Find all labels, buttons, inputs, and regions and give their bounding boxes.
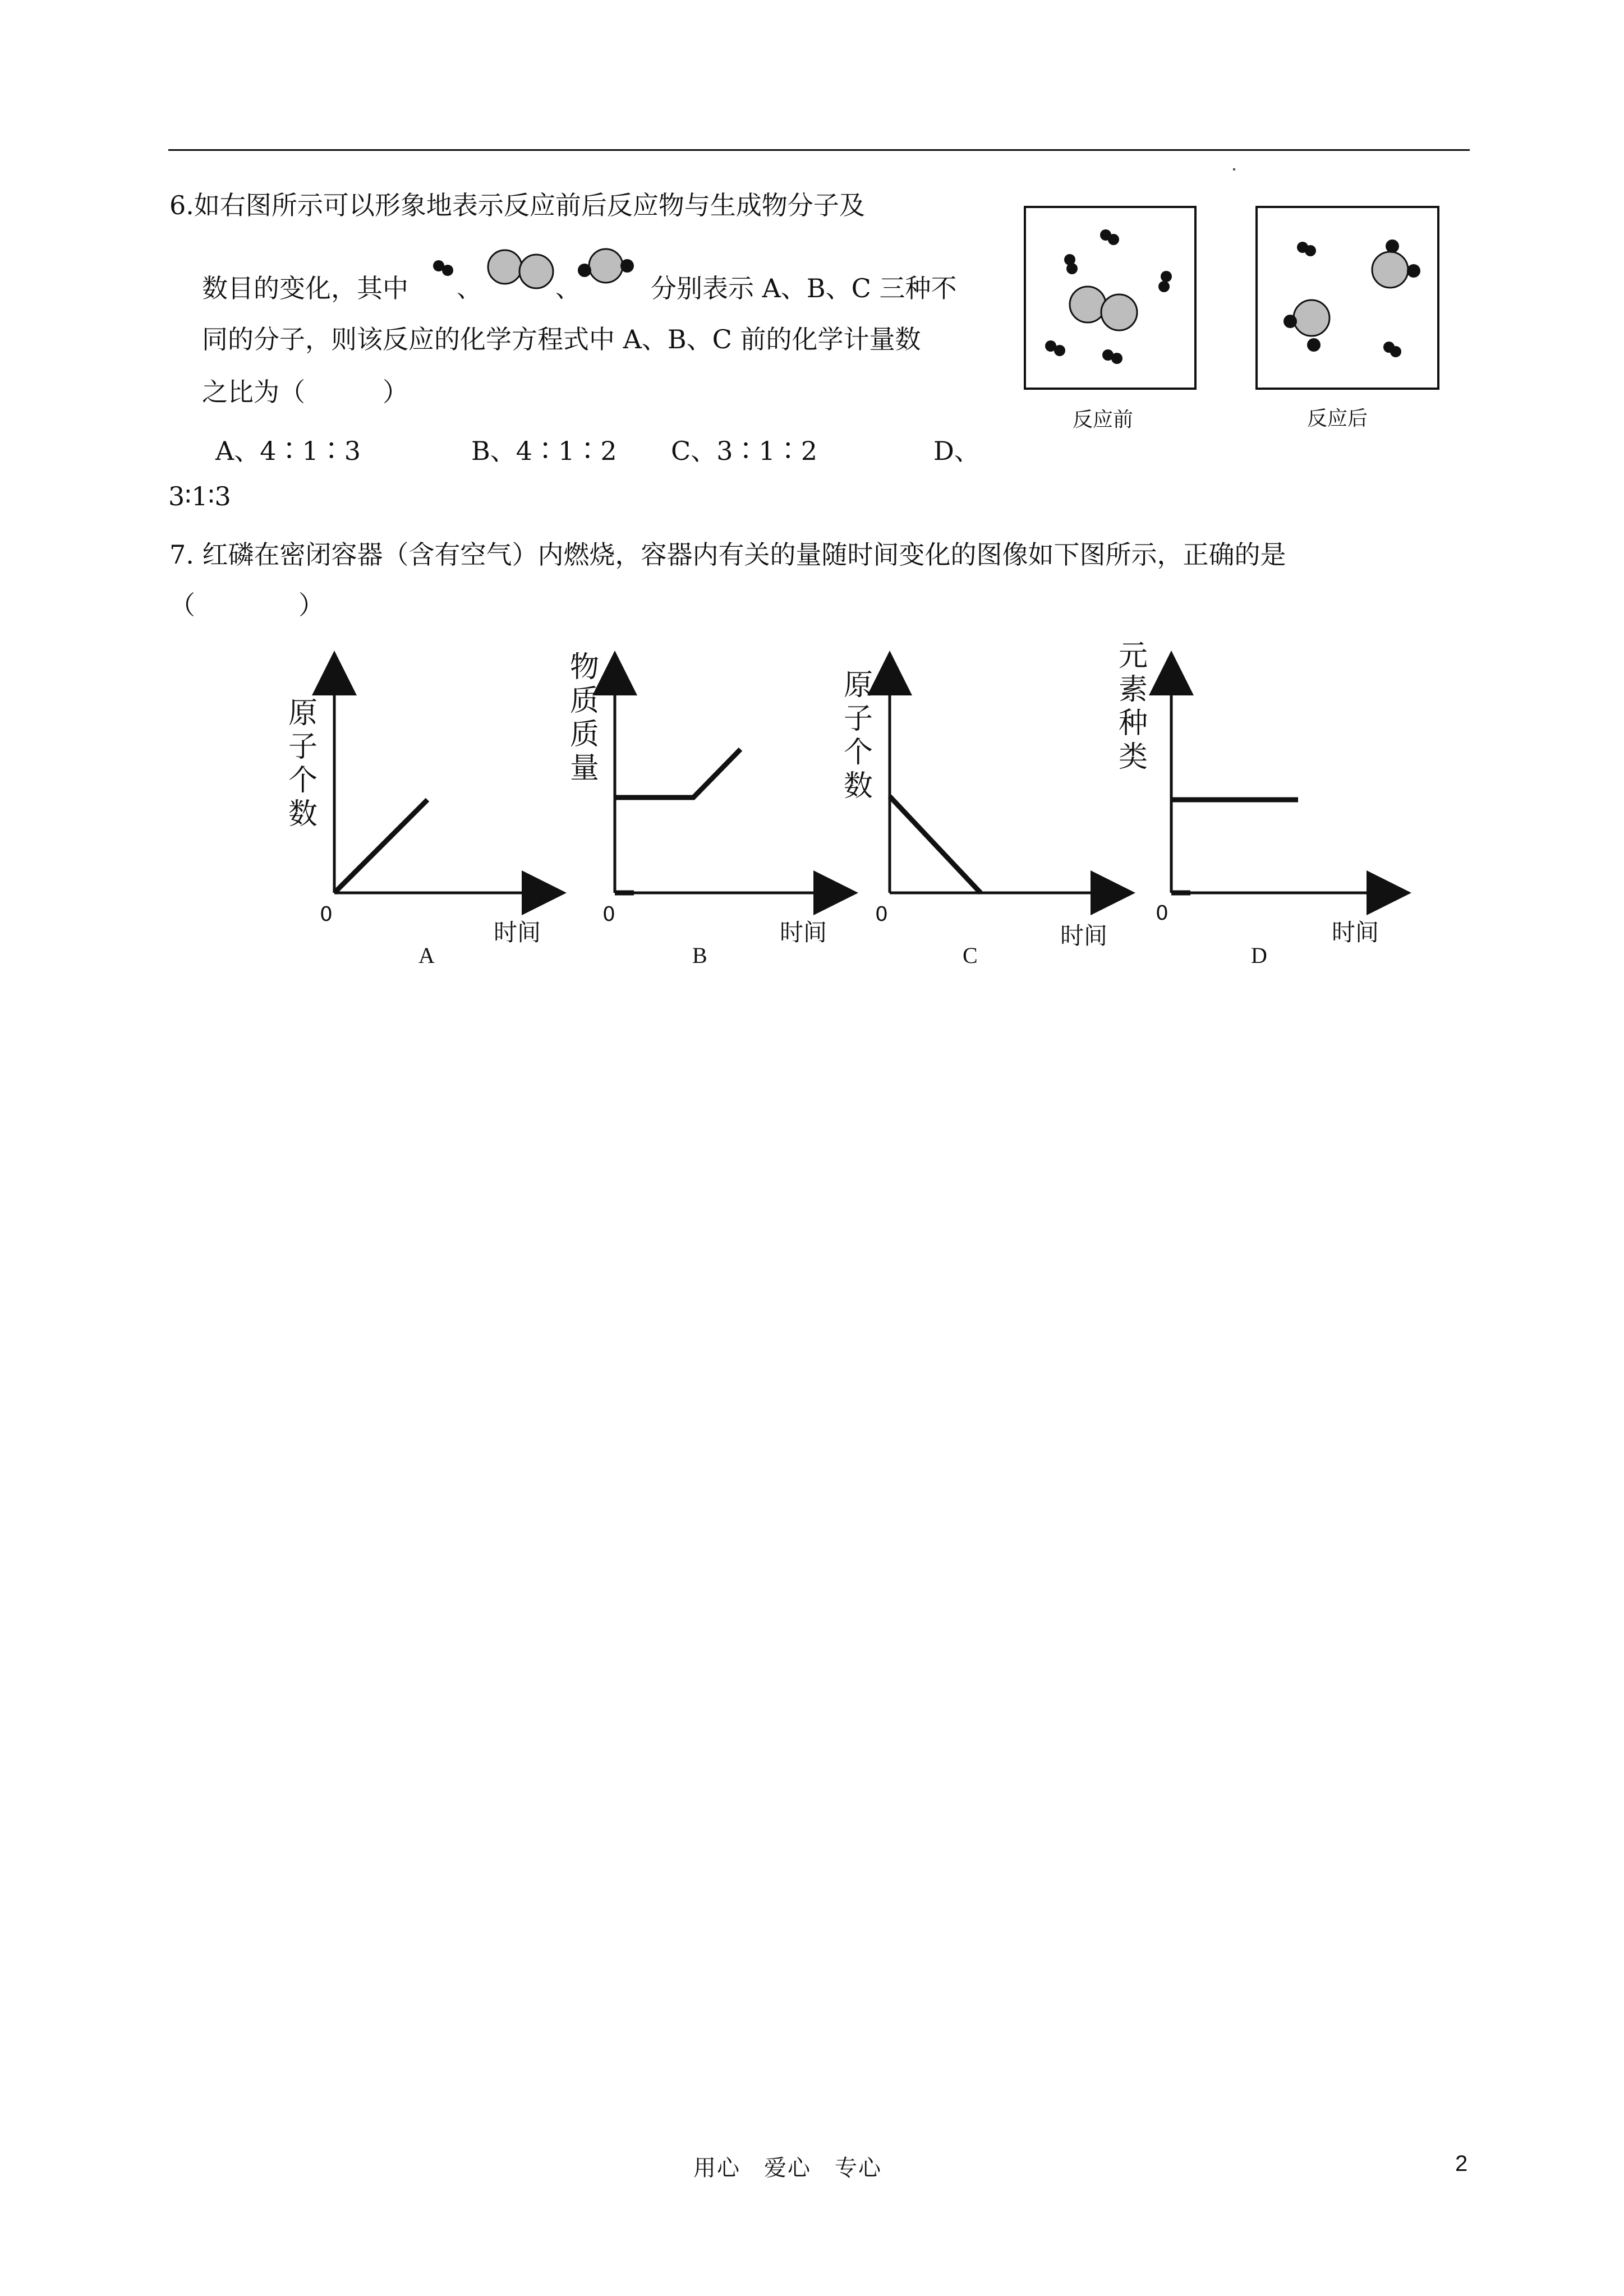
graph-c-letter: C: [963, 943, 978, 968]
graph-b-ylabel: 物 质 质 量: [569, 651, 599, 785]
molecule-a-icon: [1064, 254, 1078, 274]
graph-a-origin: 0: [320, 903, 333, 926]
reaction-before-label: 反应前: [1073, 408, 1134, 431]
graph-a-letter: A: [418, 943, 435, 968]
graph-a-xlabel: 时间: [494, 919, 541, 946]
q7-line-1: 7. 红磷在密闭容器（含有空气）内燃烧，容器内有关的量随时间变化的图像如下图所示，正确的是: [169, 540, 1286, 570]
graph-b-xlabel: 时间: [780, 919, 827, 946]
q6-line-2-post: 分别表示 A、B、C 三种不: [651, 273, 957, 303]
reaction-after-box: [1255, 206, 1439, 390]
molecule-c-icon: [578, 249, 634, 283]
graph-line: [334, 800, 427, 893]
reaction-after-molecules: [1258, 208, 1437, 388]
graph-b-letter: B: [692, 943, 707, 968]
molecule-a-icon: [1045, 340, 1065, 356]
molecule-a-icon: [1100, 229, 1119, 245]
molecule-a-icon: [1158, 271, 1172, 292]
q7-line-2: （ ）: [169, 590, 324, 620]
q6-separator-2: 、: [555, 274, 580, 303]
stray-dot: [1233, 168, 1235, 170]
q6-option-c: C、3∶1∶2: [671, 436, 817, 466]
reaction-before-box: [1024, 206, 1197, 390]
graph-d-ylabel: 元 素 种 类: [1118, 639, 1148, 774]
graph-a: [280, 667, 561, 981]
graph-d-xlabel: 时间: [1332, 919, 1379, 946]
q6-option-b: B、4∶1∶2: [471, 436, 617, 466]
reaction-after-label: 反应后: [1307, 407, 1368, 430]
reaction-before-molecules: [1026, 208, 1194, 388]
molecule-a-icon: [1383, 342, 1401, 357]
molecule-b-icon: [488, 250, 553, 288]
graph-b: [561, 651, 853, 981]
graph-line: [615, 749, 740, 797]
q6-option-d: D、: [933, 436, 980, 466]
molecule-a-icon: [1297, 242, 1316, 256]
q6-line-2-pre: 数目的变化，其中: [202, 273, 408, 303]
page-number: 2: [1455, 2151, 1468, 2176]
q6-line-3: 同的分子，则该反应的化学方程式中 A、B、C 前的化学计量数: [202, 324, 921, 354]
q6-line-1: 6.如右图所示可以形象地表示反应前后反应物与生成物分子及: [169, 190, 865, 220]
molecule-c-icon: [1283, 300, 1329, 352]
molecule-a-icon: [1102, 349, 1122, 364]
header-rule: [168, 149, 1470, 151]
graph-line: [890, 796, 981, 893]
molecule-c-icon: [1372, 239, 1420, 288]
graph-d-letter: D: [1251, 943, 1267, 968]
q6-line-4: 之比为（ ）: [202, 377, 408, 407]
graph-b-origin: 0: [602, 903, 615, 926]
graph-c: [836, 667, 1128, 981]
molecule-b-icon: [1070, 287, 1137, 330]
graph-c-xlabel: 时间: [1060, 922, 1108, 949]
graph-d: [1116, 639, 1408, 981]
molecule-a-icon: [433, 260, 453, 276]
footer-text: 用心 爱心 专心: [693, 2155, 882, 2181]
graph-c-origin: 0: [875, 903, 888, 926]
q6-option-d-value: 3∶1∶3: [168, 481, 231, 511]
q6-option-a: A、4∶1∶3: [215, 436, 361, 466]
graph-d-origin: 0: [1156, 902, 1168, 925]
graph-c-ylabel: 原 子 个 数: [843, 668, 873, 803]
q6-separator-1: 、: [457, 274, 481, 303]
graph-a-ylabel: 原 子 个 数: [288, 697, 318, 831]
